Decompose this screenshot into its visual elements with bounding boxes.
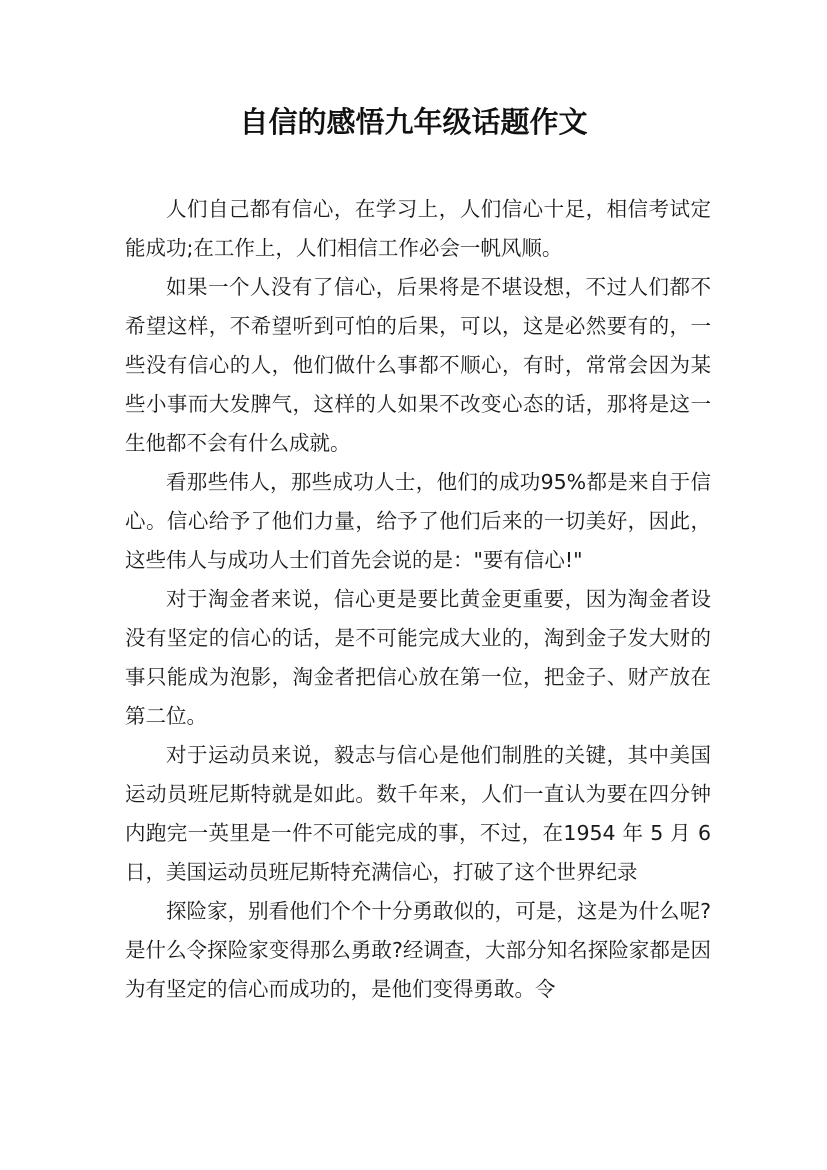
document-body xyxy=(125,190,711,1009)
paragraph-3: 看那些伟人，那些成功人士，他们的成功95%都是来自于信心。信心给予了他们力量，给予了他们后来的一切美好，因此，这些伟人与成功人士们首先会说的是："要有信心!" xyxy=(125,470,711,572)
paragraph-6: 探险家，别看他们个个十分勇敢似的，可是，这是为什么呢?是什么令探险家变得那么勇敢?经调查，大部分知名探险家都是因为有坚定的信心而成功的，是他们变得勇敢。令 xyxy=(125,899,711,1001)
paragraph-1: 人们自己都有信心，在学习上，人们信心十足，相信考试定能成功;在工作上，人们相信工作必会一帆风顺。 xyxy=(125,197,711,260)
paragraph-4: 对于淘金者来说，信心更是要比黄金更重要，因为淘金者设没有坚定的信心的话，是不可能完成大业的，淘到金子发大财的事只能成为泡影，淘金者把信心放在第一位，把金子、财产放在第二位。 xyxy=(125,587,711,728)
paragraph-5: 对于运动员来说，毅志与信心是他们制胜的关键，其中美国运动员班尼斯特就是如此。数千年来，人们一直认为要在四分钟内跑完一英里是一件不可能完成的事，不过，在1954 年 5 月 6 日，美国运动员班尼斯特充满信心，打破了这个世界纪录 xyxy=(125,743,711,884)
paragraph-2: 如果一个人没有了信心，后果将是不堪设想，不过人们都不希望这样，不希望听到可怕的后果，可以，这是必然要有的，一些没有信心的人，他们做什么事都不顺心，有时，常常会因为某些小事而大发脾气，这样的人如果不改变心态的话，那将是这一生他都不会有什么成就。 xyxy=(125,275,711,455)
document-title: 自信的感悟九年级话题作文 xyxy=(239,105,588,139)
